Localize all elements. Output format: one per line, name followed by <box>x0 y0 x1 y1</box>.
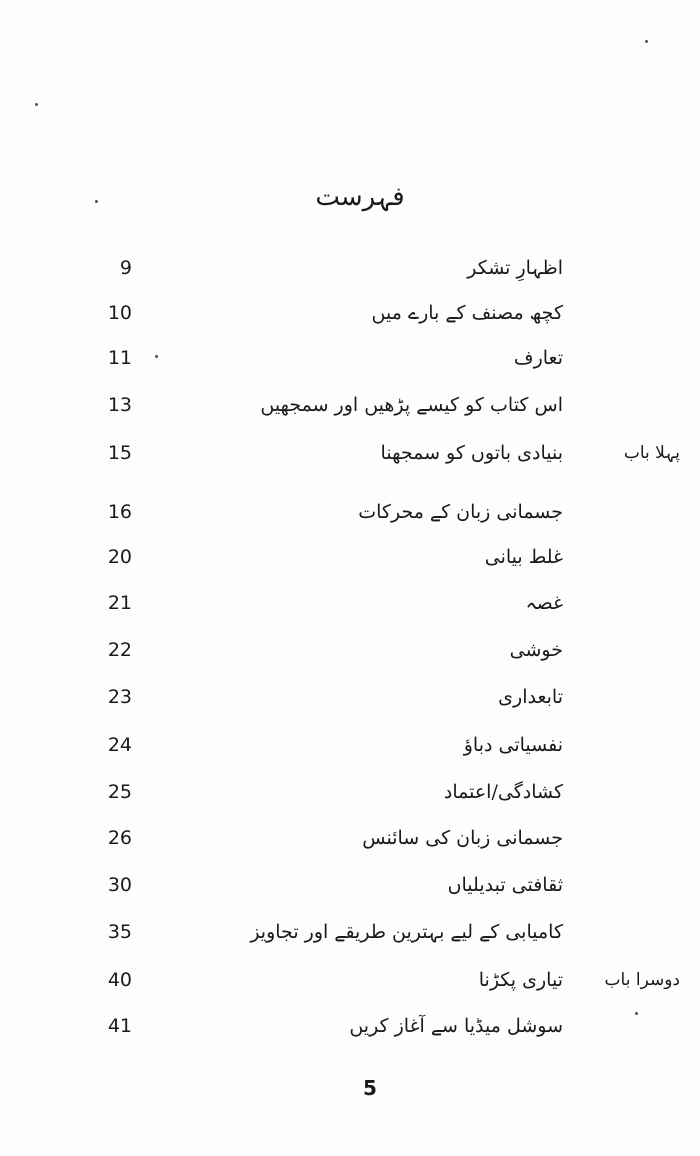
entry-page: 11 <box>107 347 132 369</box>
entry-page: 24 <box>107 734 132 756</box>
entry-title: تعارف <box>513 347 563 369</box>
entry-title: اظہارِ تشکر <box>467 257 563 279</box>
entry-page: 13 <box>107 394 132 416</box>
entry-page: 15 <box>107 442 132 464</box>
entry-title: ثقافتی تبدیلیاں <box>447 874 563 896</box>
entry-title: کامیابی کے لیے بہترین طریقے اور تجاویز <box>250 921 563 943</box>
toc-entry <box>0 725 700 765</box>
entry-page: 41 <box>107 1015 132 1037</box>
entry-page: 20 <box>107 546 132 568</box>
entry-page: 26 <box>107 827 132 849</box>
toc-entry <box>0 630 700 670</box>
toc-entry <box>0 1006 700 1046</box>
entry-page: 9 <box>119 257 132 279</box>
entry-title: کشادگی/اعتماد <box>443 781 563 803</box>
entry-title: خوشی <box>509 639 563 661</box>
entry-title: غصہ <box>525 592 563 614</box>
toc-entry <box>0 583 700 623</box>
toc-entry <box>0 772 700 812</box>
chapter-label: دوسرا باب <box>604 970 680 990</box>
entry-title: جسمانی زبان کے محرکات <box>358 501 563 523</box>
entry-title: تیاری پکڑنا <box>478 969 563 991</box>
toc-entry <box>0 677 700 717</box>
entry-title: کچھ مصنف کے بارے میں <box>371 302 563 324</box>
scan-speck <box>155 355 158 358</box>
entry-page: 23 <box>107 686 132 708</box>
entry-title: جسمانی زبان کی سائنس <box>362 827 563 849</box>
toc-entry <box>0 960 700 1000</box>
entry-page: 16 <box>107 501 132 523</box>
toc-entry <box>0 248 700 288</box>
entry-page: 10 <box>107 302 132 324</box>
toc-entry <box>0 492 700 532</box>
toc-entry <box>0 293 700 333</box>
entry-title: تابعداری <box>498 686 563 708</box>
entry-page: 21 <box>107 592 132 614</box>
toc-entry <box>0 912 700 952</box>
chapter-label: پہلا باب <box>623 443 680 463</box>
entry-title: بنیادی باتوں کو سمجھنا <box>380 442 563 464</box>
entry-page: 40 <box>107 969 132 991</box>
scan-speck <box>95 200 98 203</box>
scan-speck <box>35 103 38 106</box>
toc-entry <box>0 537 700 577</box>
entry-title: غلط بیانی <box>484 546 563 568</box>
toc-entry <box>0 818 700 858</box>
entry-title: اس کتاب کو کیسے پڑھیں اور سمجھیں <box>260 394 563 416</box>
toc-entry <box>0 385 700 425</box>
page-number: 5 <box>363 1076 377 1100</box>
toc-title: فہرست <box>315 182 405 212</box>
toc-entry <box>0 338 700 378</box>
scan-speck <box>645 40 648 43</box>
toc-entry <box>0 865 700 905</box>
toc-entry <box>0 433 700 473</box>
entry-title: سوشل میڈیا سے آغاز کریں <box>349 1015 563 1037</box>
entry-page: 22 <box>107 639 132 661</box>
entry-page: 30 <box>107 874 132 896</box>
entry-page: 35 <box>107 921 132 943</box>
scan-speck <box>635 1012 638 1015</box>
entry-page: 25 <box>107 781 132 803</box>
entry-title: نفسیاتی دباؤ <box>463 734 563 756</box>
